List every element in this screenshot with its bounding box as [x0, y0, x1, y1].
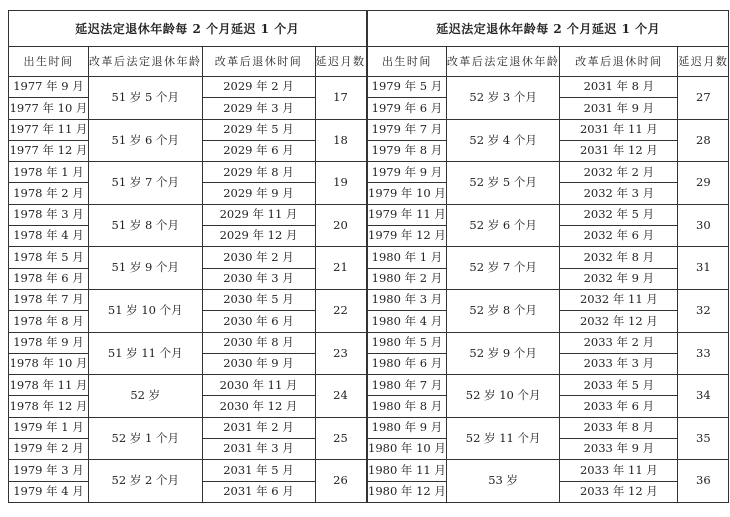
retirement-time-cell: 2030 年 8 月	[202, 332, 315, 353]
birth-time-cell: 1978 年 11 月	[9, 375, 89, 396]
birth-time-cell: 1979 年 4 月	[9, 481, 89, 502]
table-row	[9, 77, 367, 98]
retirement-time-cell: 2030 年 12 月	[202, 396, 315, 417]
birth-time-cell: 1978 年 1 月	[9, 162, 89, 183]
retirement-age-cell: 51 岁 11 个月	[89, 332, 203, 375]
birth-time-cell: 1980 年 3 月	[368, 289, 447, 310]
birth-time-cell: 1979 年 6 月	[368, 98, 447, 119]
retirement-age-cell: 53 岁	[446, 460, 560, 503]
retirement-time-cell: 2030 年 11 月	[202, 375, 315, 396]
retirement-time-cell: 2032 年 3 月	[560, 183, 678, 204]
retirement-time-cell: 2032 年 9 月	[560, 268, 678, 289]
retirement-age-cell: 52 岁 6 个月	[446, 204, 560, 247]
retirement-time-cell: 2032 年 12 月	[560, 311, 678, 332]
retirement-time-cell: 2033 年 11 月	[560, 460, 678, 481]
birth-time-cell: 1978 年 5 月	[9, 247, 89, 268]
table-row	[368, 332, 729, 353]
table-title: 延迟法定退休年龄每 2 个月延迟 1 个月	[9, 11, 367, 47]
retirement-age-cell: 51 岁 10 个月	[89, 289, 203, 332]
birth-time-cell: 1977 年 9 月	[9, 77, 89, 98]
retirement-time-cell: 2029 年 6 月	[202, 140, 315, 161]
retirement-time-cell: 2032 年 8 月	[560, 247, 678, 268]
header-birth-time: 出生时间	[368, 47, 447, 77]
delay-months-cell: 32	[678, 289, 729, 332]
table-row	[368, 204, 729, 225]
birth-time-cell: 1978 年 9 月	[9, 332, 89, 353]
retirement-age-cell: 52 岁	[89, 375, 203, 418]
retirement-time-cell: 2031 年 5 月	[202, 460, 315, 481]
retirement-time-cell: 2029 年 12 月	[202, 226, 315, 247]
retirement-age-cell: 51 岁 7 个月	[89, 162, 203, 205]
delay-months-cell: 31	[678, 247, 729, 290]
birth-time-cell: 1979 年 8 月	[368, 140, 447, 161]
delay-months-cell: 22	[315, 289, 366, 332]
birth-time-cell: 1980 年 6 月	[368, 353, 447, 374]
retirement-time-cell: 2029 年 11 月	[202, 204, 315, 225]
delay-months-cell: 26	[315, 460, 366, 503]
table-row	[9, 375, 367, 396]
birth-time-cell: 1978 年 2 月	[9, 183, 89, 204]
table-body	[368, 77, 729, 503]
retirement-time-cell: 2030 年 3 月	[202, 268, 315, 289]
table-row	[368, 247, 729, 268]
retirement-time-cell: 2032 年 2 月	[560, 162, 678, 183]
birth-time-cell: 1980 年 2 月	[368, 268, 447, 289]
table-row	[368, 375, 729, 396]
delay-months-cell: 25	[315, 417, 366, 460]
retirement-time-cell: 2030 年 5 月	[202, 289, 315, 310]
retirement-time-cell: 2029 年 2 月	[202, 77, 315, 98]
delay-months-cell: 24	[315, 375, 366, 418]
retirement-time-cell: 2029 年 3 月	[202, 98, 315, 119]
birth-time-cell: 1980 年 8 月	[368, 396, 447, 417]
delay-months-cell: 17	[315, 77, 366, 120]
table-title: 延迟法定退休年龄每 2 个月延迟 1 个月	[368, 11, 729, 47]
header-delay-months: 延迟月数	[678, 47, 729, 77]
retirement-time-cell: 2031 年 8 月	[560, 77, 678, 98]
retirement-time-cell: 2032 年 6 月	[560, 226, 678, 247]
retirement-time-cell: 2030 年 9 月	[202, 353, 315, 374]
table-row	[368, 77, 729, 98]
delay-months-cell: 27	[678, 77, 729, 120]
table-row	[9, 417, 367, 438]
birth-time-cell: 1978 年 6 月	[9, 268, 89, 289]
retirement-age-cell: 52 岁 11 个月	[446, 417, 560, 460]
retirement-age-cell: 52 岁 1 个月	[89, 417, 203, 460]
birth-time-cell: 1977 年 11 月	[9, 119, 89, 140]
birth-time-cell: 1978 年 12 月	[9, 396, 89, 417]
delay-months-cell: 28	[678, 119, 729, 162]
retirement-time-cell: 2033 年 9 月	[560, 439, 678, 460]
retirement-time-cell: 2031 年 9 月	[560, 98, 678, 119]
table-row	[9, 162, 367, 183]
birth-time-cell: 1977 年 12 月	[9, 140, 89, 161]
delay-months-cell: 35	[678, 417, 729, 460]
delay-months-cell: 19	[315, 162, 366, 205]
delay-months-cell: 29	[678, 162, 729, 205]
retirement-age-cell: 52 岁 3 个月	[446, 77, 560, 120]
delay-months-cell: 21	[315, 247, 366, 290]
left-retirement-table	[8, 10, 367, 503]
birth-time-cell: 1978 年 3 月	[9, 204, 89, 225]
retirement-age-cell: 52 岁 4 个月	[446, 119, 560, 162]
birth-time-cell: 1979 年 1 月	[9, 417, 89, 438]
header-birth-time: 出生时间	[9, 47, 89, 77]
retirement-age-cell: 52 岁 2 个月	[89, 460, 203, 503]
retirement-age-cell: 51 岁 6 个月	[89, 119, 203, 162]
header-retirement-age: 改革后法定退休年龄	[446, 47, 560, 77]
right-retirement-table	[367, 10, 729, 503]
delay-months-cell: 23	[315, 332, 366, 375]
retirement-age-cell: 51 岁 8 个月	[89, 204, 203, 247]
retirement-time-cell: 2030 年 2 月	[202, 247, 315, 268]
retirement-time-cell: 2029 年 8 月	[202, 162, 315, 183]
retirement-time-cell: 2031 年 6 月	[202, 481, 315, 502]
retirement-age-cell: 51 岁 5 个月	[89, 77, 203, 120]
retirement-time-cell: 2031 年 12 月	[560, 140, 678, 161]
retirement-age-cell: 52 岁 9 个月	[446, 332, 560, 375]
birth-time-cell: 1979 年 7 月	[368, 119, 447, 140]
birth-time-cell: 1980 年 7 月	[368, 375, 447, 396]
retirement-time-cell: 2032 年 5 月	[560, 204, 678, 225]
table-row	[9, 204, 367, 225]
delay-months-cell: 18	[315, 119, 366, 162]
retirement-age-cell: 51 岁 9 个月	[89, 247, 203, 290]
retirement-time-cell: 2033 年 5 月	[560, 375, 678, 396]
birth-time-cell: 1977 年 10 月	[9, 98, 89, 119]
table-row	[9, 247, 367, 268]
birth-time-cell: 1979 年 2 月	[9, 439, 89, 460]
retirement-time-cell: 2033 年 12 月	[560, 481, 678, 502]
birth-time-cell: 1978 年 8 月	[9, 311, 89, 332]
retirement-age-cell: 52 岁 8 个月	[446, 289, 560, 332]
delay-months-cell: 20	[315, 204, 366, 247]
table-row	[9, 119, 367, 140]
delay-months-cell: 33	[678, 332, 729, 375]
retirement-time-cell: 2031 年 2 月	[202, 417, 315, 438]
retirement-time-cell: 2033 年 8 月	[560, 417, 678, 438]
table-row	[9, 460, 367, 481]
birth-time-cell: 1980 年 5 月	[368, 332, 447, 353]
retirement-time-cell: 2030 年 6 月	[202, 311, 315, 332]
retirement-time-cell: 2032 年 11 月	[560, 289, 678, 310]
header-retirement-time: 改革后退休时间	[202, 47, 315, 77]
birth-time-cell: 1978 年 7 月	[9, 289, 89, 310]
birth-time-cell: 1980 年 12 月	[368, 481, 447, 502]
header-retirement-age: 改革后法定退休年龄	[89, 47, 203, 77]
birth-time-cell: 1979 年 10 月	[368, 183, 447, 204]
delay-months-cell: 30	[678, 204, 729, 247]
birth-time-cell: 1979 年 5 月	[368, 77, 447, 98]
birth-time-cell: 1980 年 10 月	[368, 439, 447, 460]
table-row	[368, 119, 729, 140]
retirement-time-cell: 2031 年 3 月	[202, 439, 315, 460]
header-retirement-time: 改革后退休时间	[560, 47, 678, 77]
birth-time-cell: 1978 年 10 月	[9, 353, 89, 374]
table-row	[368, 460, 729, 481]
retirement-time-cell: 2033 年 2 月	[560, 332, 678, 353]
retirement-age-cell: 52 岁 5 个月	[446, 162, 560, 205]
retirement-age-cell: 52 岁 7 个月	[446, 247, 560, 290]
birth-time-cell: 1979 年 9 月	[368, 162, 447, 183]
table-row	[9, 332, 367, 353]
birth-time-cell: 1978 年 4 月	[9, 226, 89, 247]
retirement-time-cell: 2031 年 11 月	[560, 119, 678, 140]
birth-time-cell: 1980 年 9 月	[368, 417, 447, 438]
retirement-time-cell: 2033 年 6 月	[560, 396, 678, 417]
retirement-age-cell: 52 岁 10 个月	[446, 375, 560, 418]
birth-time-cell: 1980 年 4 月	[368, 311, 447, 332]
delay-months-cell: 36	[678, 460, 729, 503]
header-delay-months: 延迟月数	[315, 47, 366, 77]
birth-time-cell: 1980 年 1 月	[368, 247, 447, 268]
retirement-time-cell: 2029 年 9 月	[202, 183, 315, 204]
birth-time-cell: 1979 年 12 月	[368, 226, 447, 247]
retirement-time-cell: 2033 年 3 月	[560, 353, 678, 374]
birth-time-cell: 1979 年 3 月	[9, 460, 89, 481]
table-row	[9, 289, 367, 310]
delay-months-cell: 34	[678, 375, 729, 418]
birth-time-cell: 1980 年 11 月	[368, 460, 447, 481]
retirement-time-cell: 2029 年 5 月	[202, 119, 315, 140]
table-row	[368, 289, 729, 310]
table-row	[368, 417, 729, 438]
table-row	[368, 162, 729, 183]
table-body	[9, 77, 367, 503]
birth-time-cell: 1979 年 11 月	[368, 204, 447, 225]
